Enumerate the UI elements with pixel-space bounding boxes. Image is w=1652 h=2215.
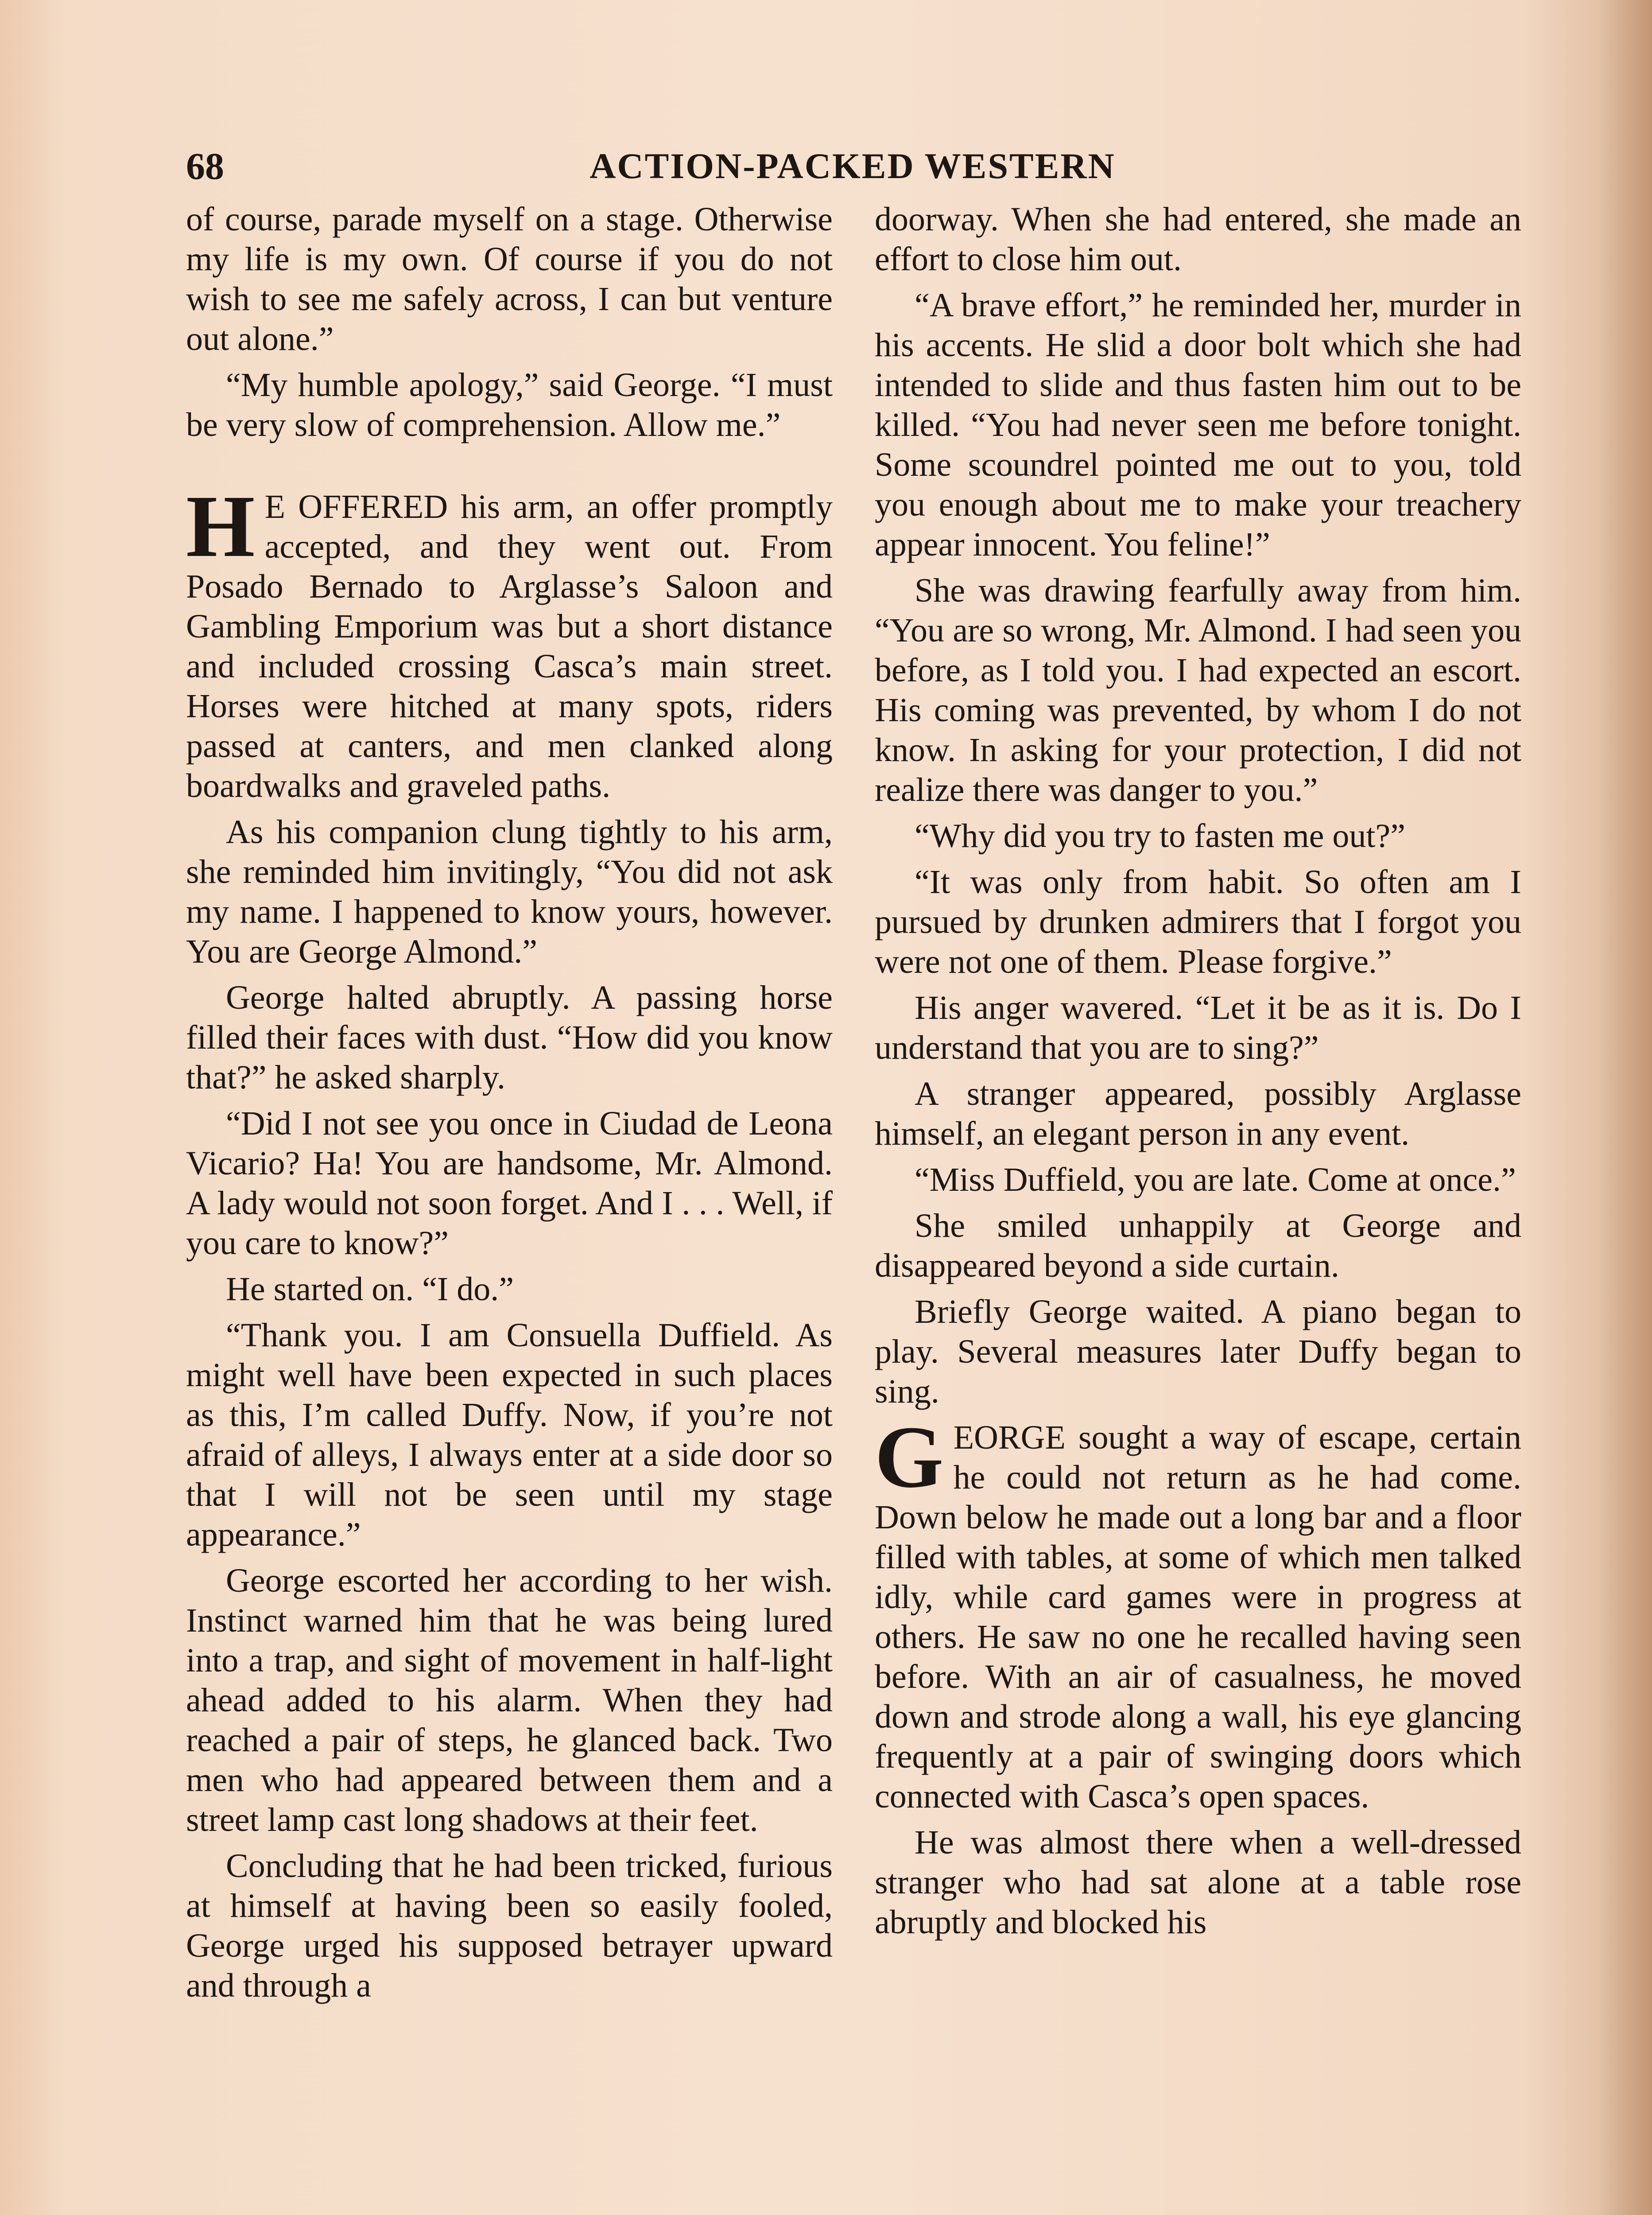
paragraph: George halted abruptly. A passing horse filled their faces with dust. “How did you know that?” he asked sharply.: [186, 979, 833, 1096]
paragraph: She was drawing fearfully away from him. “You are so wrong, Mr. Almond. I had seen you before, as I told you. I had expected an escort. His coming was prevented, by whom I do not know. In asking for your protection, I did not realize there was danger to you.”: [875, 572, 1521, 808]
paragraph: “A brave effort,” he reminded her, murder in his accents. He slid a door bolt which she had intended to slide and thus fasten him out to be killed. “You had never seen me before tonight. Some scoundrel pointed me out to you, told you enough about me to make your treachery appear innocent. You feline!”: [875, 287, 1521, 563]
page-number: 68: [186, 145, 224, 187]
paragraph: George escorted her according to her wish. Instinct warned him that he was being lured into a trap, and sight of movement in half-light ahead added to his alarm. When they had reached a pair of steps, he glanced back. Two men who had appeared between them and a street lamp cast long shadows at their feet.: [186, 1562, 833, 1838]
paragraph: of course, parade myself on a stage. Otherwise my life is my own. Of course if you do not wish to see me safely across, I can but venture out alone.”: [186, 201, 833, 358]
paragraph: “It was only from habit. So often am I pursued by drunken admirers that I forgot you were not one of them. Please forgive.”: [875, 863, 1521, 980]
section-paragraph: [186, 478, 833, 806]
paragraph: As his companion clung tightly to his arm, she reminded him invitingly, “You did not ask my name. I happened to know yours, however. You are George Almond.”: [186, 813, 833, 970]
paragraph: He started on. “I do.”: [226, 1271, 514, 1308]
paragraph-text: E OFFERED his arm, an offer promptly accepted, and they went out. From Posado Bernado to Arglasse’s Saloon and Gambling Emporium was but a short distance and included crossing Casca’s main street. Horses were hitched at many spots, riders passed at canters, and men clanked along boardwalks and graveled paths.: [186, 488, 833, 804]
paragraph: “Why did you try to fasten me out?”: [915, 817, 1406, 855]
paragraph: “Did I not see you once in Ciudad de Leona Vicario? Ha! You are handsome, Mr. Almond. A lady would not soon forget. And I . . . Well, if you care to know?”: [186, 1105, 833, 1262]
paragraph: “Thank you. I am Consuella Duffield. As might well have been expected in such places as this, I’m called Duffy. Now, if you’re not afraid of alleys, I always enter at a side door so that I will not be seen until my stage appearance.”: [186, 1317, 833, 1553]
drop-cap: G: [875, 1408, 944, 1506]
page-spine-shadow: [1599, 0, 1652, 2215]
running-title: ACTION-PACKED WESTERN: [589, 146, 1116, 186]
drop-cap: H: [186, 478, 255, 575]
paragraph: Concluding that he had been tricked, furious at himself at having been so easily fooled, George urged his supposed betrayer upward and through a: [186, 1847, 833, 2004]
section-paragraph: [875, 1408, 1521, 1816]
paragraph-text: EORGE sought a way of escape, certain he could not return as he had come. Down below he made out a long bar and a floor filled with tables, at some of which men talked idly, while card games were in progress at others. He saw no one he recalled having seen before. With an air of casualness, he moved down and strode along a wall, his eye glancing frequently at a pair of swinging doors which connected with Casca’s open spaces.: [875, 1419, 1521, 1815]
page-header: [186, 142, 1519, 190]
left-column: [186, 199, 833, 2215]
paragraph: doorway. When she had entered, she made an effort to close him out.: [875, 201, 1521, 278]
paragraph: He was almost there when a well-dressed stranger who had sat alone at a table rose abruptly and blocked his: [875, 1824, 1521, 1941]
paragraph: “Miss Duffield, you are late. Come at once.”: [915, 1161, 1516, 1198]
right-column: [875, 199, 1521, 2215]
paragraph: She smiled unhappily at George and disappeared beyond a side curtain.: [875, 1207, 1521, 1284]
paragraph: His anger wavered. “Let it be as it is. Do I understand that you are to sing?”: [875, 989, 1521, 1066]
paragraph: A stranger appeared, possibly Arglasse himself, an elegant person in any event.: [875, 1075, 1521, 1152]
paragraph: “My humble apology,” said George. “I must be very slow of comprehension. Allow me.”: [186, 366, 833, 443]
paragraph: Briefly George waited. A piano began to play. Several measures later Duffy began to sing.: [875, 1293, 1521, 1410]
